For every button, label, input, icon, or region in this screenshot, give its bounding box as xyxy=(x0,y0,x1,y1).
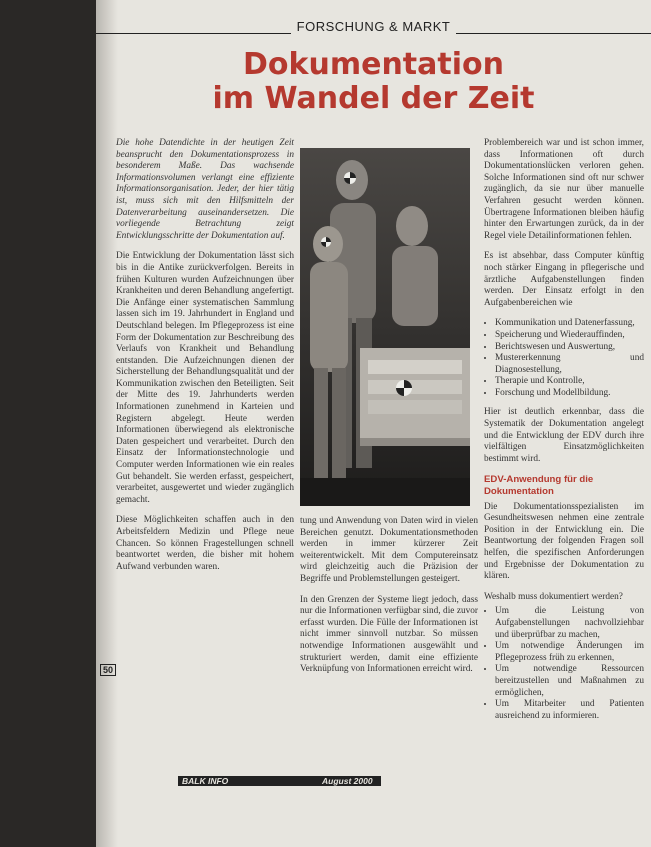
crash-test-dummies-photo xyxy=(300,148,470,506)
list-item: • Therapie und Kontrolle, xyxy=(495,376,644,388)
list-item: • Speicherung und Wiederauffinden, xyxy=(495,330,644,342)
title-line-1: Dokumentation xyxy=(243,47,504,82)
body-paragraph-1: Die Entwicklung der Dokumentation lässt sich bis in die Antike zurückverfolgen. Bereits in frühen Kulturen wurden Aufzeichnungen über Krankheiten und deren Behandlung angefertigt. Die Anfänge einer systematischen Sammlung lassen sich im 19. Jahrhundert in England und Deutschland belegen. Im Pflegeprozess ist eine Form der Dokumentation zur Beschreibung des Verlaufs von Krankheit und Behandlung entstanden. Die Aufzeichnungen dienen der Sicherstellung der Behandlungsqualität und der Kommunikation zwischen den Beteiligten. Seit der Mitte des 19. Jahrhunderts werden Informationen zunehmend in Karteien und Registern abgelegt. Heute werden Informationen überwiegend als elektronische Daten gespeichert und verarbeitet. Durch den Einsatz der Informationstechnologie und Computer werden Informationen wie ein reales Gut behandelt. Sie werden erfasst, gespeichert, verarbeitet, ausgewertet und wieder zugänglich gemacht. xyxy=(116,251,294,505)
body-paragraph-8: Die Dokumentationsspezialisten im Gesundheitswesen nehmen eine zentrale Position in der Entwicklung ein. Die Beantwortung der folgenden Fragen soll helfen, die spezifischen Anforderungen und Ergebnisse der Dokumentation zu klären. xyxy=(484,501,644,582)
page-gutter-shadow xyxy=(96,0,118,847)
intro-paragraph: Die hohe Datendichte in der heutigen Zeit beansprucht den Dokumentationsprozess in besonderem Maße. Das wachsende Informationsvolumen verlangt eine effiziente Informationsorganisation. Jeder, der hier tätig ist, muss sich mit den Hilfsmitteln der Datenverarbeitung auseinandersetzen. Die vorliegende Betrachtung zeigt Entwicklungsschritte der Dokumentation auf. xyxy=(116,138,294,241)
photo-illustration xyxy=(300,148,470,506)
page-footer xyxy=(96,776,651,790)
magazine-page xyxy=(96,0,651,847)
section-label xyxy=(96,19,651,34)
task-list xyxy=(484,318,644,399)
column-2 xyxy=(300,516,478,766)
page-number: 50 xyxy=(100,664,116,676)
list-item: • Berichtswesen und Auswertung, xyxy=(495,342,644,354)
list-item: • Um notwendige Ressourcen bereitzustellen und Maßnahmen zu ermöglichen, xyxy=(495,664,644,699)
list-item: • Um die Leistung von Aufgabenstellungen nachvollziehbar und überprüfbar zu machen, xyxy=(495,606,644,641)
subheading: EDV-Anwendung für die Dokumentation xyxy=(484,474,594,498)
title-line-2: im Wandel der Zeit xyxy=(212,81,535,116)
body-paragraph-7: Hier ist deutlich erkennbar, dass die Systematik der Dokumentation angelegt und die Entwicklung der EDV durch ihre vielfältigen Einsatzmöglichkeiten bestimmt wird. xyxy=(484,407,644,464)
body-paragraph-3: tung und Anwendung von Daten wird in vielen Bereichen genutzt. Dokumentationsmethoden werden in immer kürzerer Zeit weiterentwickelt. Mit dem Computereinsatz wird gleichzeitig auch die Präzision der Begriffe und Problemstellungen gesteigert. xyxy=(300,516,478,584)
body-paragraph-5: Problembereich war und ist schon immer, dass Informationen oft durch Dokumentationslücken verloren gehen. Solche Informationen sind oft nur schwer zugänglich, da sie nur über manuelle Verfahren gesucht werden können. Übertragene Informationen bleiben häufig hinter den Erwartungen zurück, da in der Regel viele Detailinformationen fehlen. xyxy=(484,138,644,241)
list-item: • Um notwendige Änderungen im Pflegeprozess früh zu erkennen, xyxy=(495,641,644,664)
body-paragraph-2: Diese Möglichkeiten schaffen auch in den Arbeitsfeldern Medizin und Pflege neue Chancen. So können Fragestellungen schnell beantwortet werden, die bisher mit hohem Aufwand verbunden waren. xyxy=(116,515,294,572)
body-paragraph-6: Es ist absehbar, dass Computer künftig noch stärker Eingang in pflegerische und ärztliche Aufgabenstellungen finden werden. Der Einsatz erfolgt in den Aufgabenbereichen wie xyxy=(484,251,644,308)
body-paragraph-4: In den Grenzen der Systeme liegt jedoch, dass nur die Informationen verfügbar sind, die zuvor erfasst wurden. Die Fülle der Informationen ist nicht immer sinnvoll nutzbar. So müssen notwendige Informationen ausgewählt und strukturiert werden, damit eine effiziente Verknüpfung von Informationen erreicht wird. xyxy=(300,594,478,675)
reason-list xyxy=(484,606,644,722)
column-3 xyxy=(484,138,644,766)
list-item: • Kommunikation und Datenerfassung, xyxy=(495,318,644,330)
column-1 xyxy=(116,138,294,766)
list-item: • Um Mitarbeiter und Patienten ausreichend zu informieren. xyxy=(495,699,644,722)
body-paragraph-9: Weshalb muss dokumentiert werden? xyxy=(484,591,623,602)
footer-publication: BALK INFO xyxy=(182,776,229,786)
list-item: • Forschung und Modellbildung. xyxy=(495,388,644,400)
page-title xyxy=(96,48,651,116)
photo-credit-strip xyxy=(474,148,482,203)
section-label-text: FORSCHUNG & MARKT xyxy=(291,19,457,34)
footer-date: August 2000 xyxy=(322,776,373,786)
list-item: • Mustererkennung und Diagnosestellung, xyxy=(495,353,644,376)
